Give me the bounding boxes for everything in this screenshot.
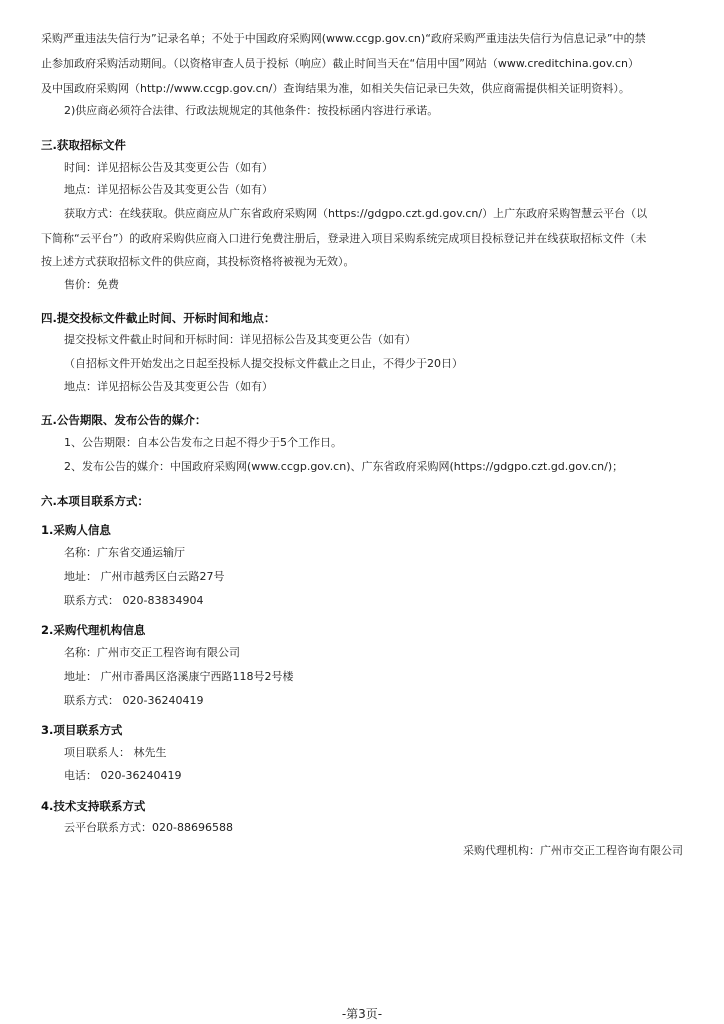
section3-method-line-2: 下简称“云平台”）的政府采购供应商入口进行免费注册后，登录进入项目采购系统完成项目投标登记并在线获取招标文件（未: [41, 232, 647, 245]
purchaser-name: 名称：广东省交通运输厅: [64, 546, 185, 559]
agency-contact: 联系方式： 020-36240419: [64, 694, 204, 707]
agency-address: 地址： 广州市番禺区洛溪康宁西路118号2号楼: [64, 670, 294, 683]
section4-line-3: 地点：详见招标公告及其变更公告（如有）: [64, 380, 273, 393]
intro-line-1: 采购严重违法失信行为”记录名单；不处于中国政府采购网(www.ccgp.gov.cn)“政府采购严重违法失信行为信息记录”中的禁: [41, 32, 646, 45]
tech-support-contact: 云平台联系方式：020-88696588: [64, 821, 233, 834]
section4-line-1: 提交投标文件截止时间和开标时间：详见招标公告及其变更公告（如有）: [64, 333, 416, 346]
section3-heading: 三.获取招标文件: [41, 138, 126, 152]
page-number: -第3页-: [341, 1007, 383, 1021]
agency-name: 名称：广州市交正工程咨询有限公司: [64, 646, 240, 659]
section3-price: 售价：免费: [64, 278, 119, 291]
agency-heading: 2.采购代理机构信息: [41, 623, 146, 637]
tech-support-heading: 4.技术支持联系方式: [41, 799, 146, 813]
section5-heading: 五.公告期限、发布公告的媒介：: [41, 413, 207, 427]
intro-line-3: 及中国政府采购网（http://www.ccgp.gov.cn/）查询结果为准，如相关失信记录已失效，供应商需提供相关证明资料）。: [41, 82, 630, 95]
project-contact-person: 项目联系人： 林先生: [64, 746, 167, 759]
section4-line-2: （自招标文件开始发出之日起至投标人提交投标文件截止之日止，不得少于20日）: [64, 357, 463, 370]
project-contact-heading: 3.项目联系方式: [41, 723, 123, 737]
intro-line-4: 2)供应商必须符合法律、行政法规规定的其他条件：按投标函内容进行承诺。: [64, 104, 439, 117]
section4-heading: 四.提交投标文件截止时间、开标时间和地点：: [41, 311, 276, 325]
section3-time: 时间：详见招标公告及其变更公告（如有）: [64, 161, 273, 174]
section6-heading: 六.本项目联系方式：: [41, 494, 149, 508]
section3-method-line-1: 获取方式：在线获取。供应商应从广东省政府采购网（https://gdgpo.czt.gd.gov.cn/）上广东政府采购智慧云平台（以: [64, 207, 648, 220]
project-contact-phone: 电话： 020-36240419: [64, 769, 182, 782]
purchaser-address: 地址： 广州市越秀区白云路27号: [64, 570, 225, 583]
section3-place: 地点：详见招标公告及其变更公告（如有）: [64, 183, 273, 196]
section5-item-2: 2、发布公告的媒介：中国政府采购网(www.ccgp.gov.cn)、广东省政府采购网(https://gdgpo.czt.gd.gov.cn/)；: [64, 460, 624, 473]
section3-method-line-3: 按上述方式获取招标文件的供应商，其投标资格将被视为无效）。: [41, 255, 355, 268]
section5-item-1: 1、公告期限：自本公告发布之日起不得少于5个工作日。: [64, 436, 342, 449]
intro-line-2: 止参加政府采购活动期间。（以资格审查人员于投标（响应）截止时间当天在“信用中国”网站（www.creditchina.gov.cn）: [41, 57, 639, 70]
agency-signature: 采购代理机构：广州市交正工程咨询有限公司: [463, 844, 683, 857]
purchaser-contact: 联系方式： 020-83834904: [64, 594, 204, 607]
purchaser-heading: 1.采购人信息: [41, 523, 111, 537]
